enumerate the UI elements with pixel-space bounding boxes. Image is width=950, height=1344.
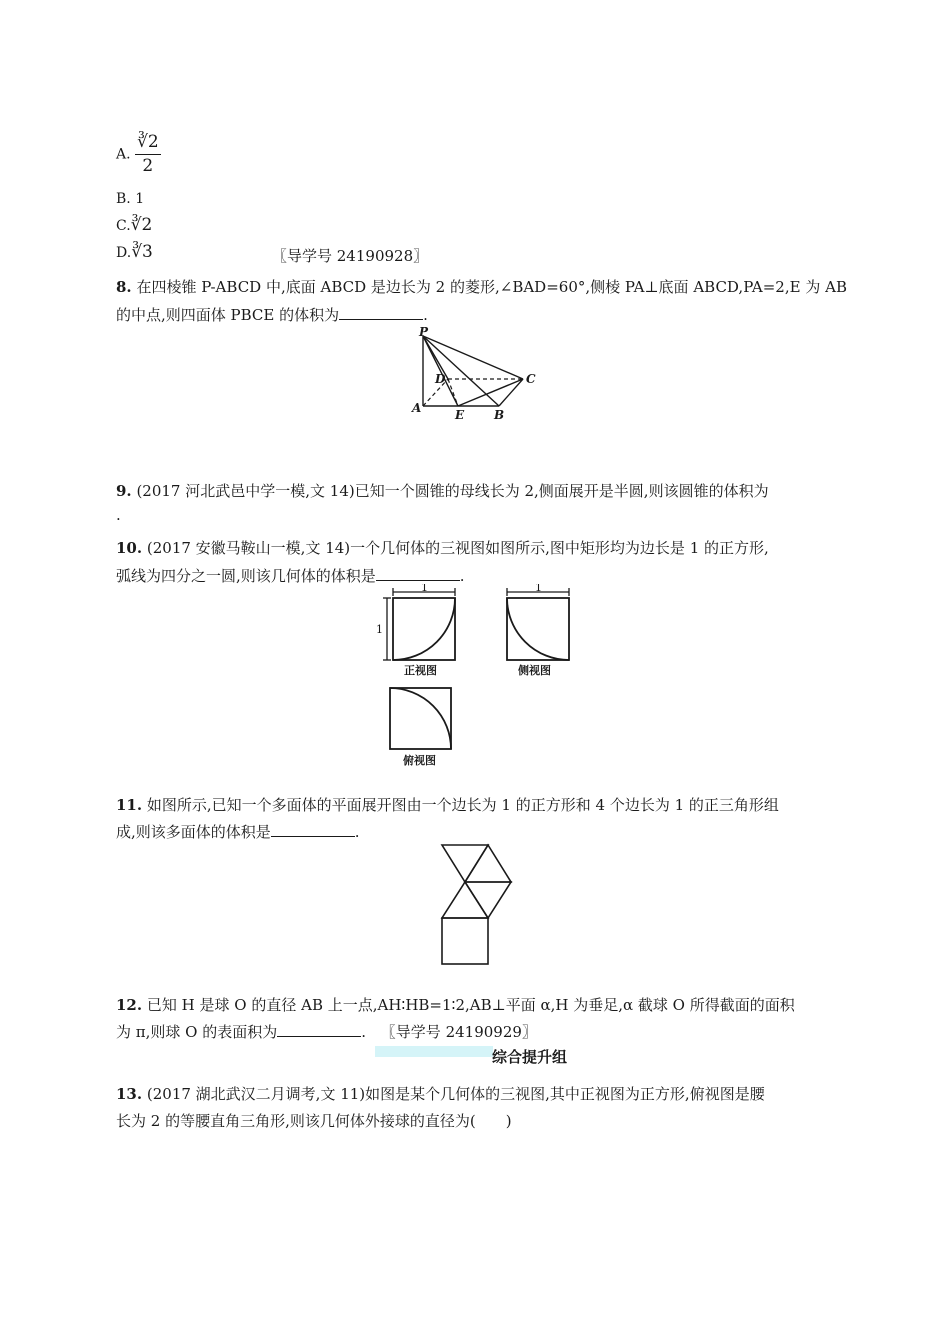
answer-blank-11[interactable] — [271, 822, 355, 837]
option-a-fraction — [135, 134, 161, 175]
option-c-label: C. — [116, 218, 131, 234]
front-width-label: 1 — [421, 584, 428, 594]
pyramid-figure — [405, 326, 545, 424]
net-triangle-3 — [465, 845, 511, 882]
net-triangle-1 — [442, 882, 488, 918]
edge-ec — [458, 379, 523, 406]
question-9-text: (2017 河北武邑中学一模,文 14)已知一个圆锥的母线长为 2,侧面展开是半圆,则该圆锥的体积为 — [136, 482, 769, 500]
option-a — [116, 134, 161, 175]
question-12-end: . — [361, 1023, 367, 1041]
net-triangle-2 — [465, 882, 511, 918]
question-11-text2: 成,则该多面体的体积是 — [116, 823, 271, 841]
front-view — [383, 588, 455, 660]
net-triangle-4 — [442, 845, 488, 882]
question-9-end: . — [116, 506, 121, 524]
section-highlight — [375, 1046, 493, 1057]
edge-pb — [423, 336, 499, 406]
vertex-b: B — [494, 408, 505, 422]
question-12-line2 — [116, 1021, 537, 1042]
option-c — [116, 215, 152, 235]
option-d — [116, 242, 153, 262]
question-12-text2: 为 π,则球 O 的表面积为 — [116, 1023, 278, 1041]
vertex-d: D — [435, 372, 446, 386]
question-11-line1 — [116, 794, 779, 815]
side-view-caption: 侧视图 — [518, 664, 551, 677]
question-10-text2: 弧线为四分之一圆,则该几何体的体积是 — [116, 567, 376, 585]
option-d-value: ∛3 — [131, 242, 153, 262]
question-12-number: 12. — [116, 996, 143, 1014]
option-a-numerator: ∛2 — [135, 134, 161, 155]
side-view — [507, 588, 569, 660]
question-12-reference: 〖导学号 24190929〗 — [380, 1023, 537, 1041]
question-13-text: (2017 湖北武汉二月调考,文 11)如图是某个几何体的三视图,其中正视图为正方形,俯视图是腰 — [146, 1085, 765, 1103]
vertex-p: P — [419, 326, 429, 339]
net-square — [442, 918, 488, 964]
question-10-number: 10. — [116, 539, 143, 557]
edge-pe — [423, 336, 458, 406]
question-10-end: . — [459, 567, 465, 585]
section-title: 综合提升组 — [492, 1048, 568, 1066]
question-8-text: 在四棱锥 P-ABCD 中,底面 ABCD 是边长为 2 的菱形,∠BAD=60°,侧棱 PA⊥底面 ABCD,PA=2,E 为 AB — [136, 278, 847, 296]
question-10-line2 — [116, 565, 465, 586]
option-b: B. 1 — [116, 191, 145, 207]
net-figure — [430, 840, 520, 968]
question-10-line1 — [116, 537, 769, 558]
option-d-reference: 〖导学号 24190928〗 — [272, 247, 429, 265]
question-10-text: (2017 安徽马鞍山一模,文 14)一个几何体的三视图如图所示,图中矩形均为边长是 1 的正方形, — [146, 539, 769, 557]
question-9-line1 — [116, 480, 769, 501]
three-view-figure — [370, 584, 590, 772]
question-9-number: 9. — [116, 482, 132, 500]
question-13-line1 — [116, 1083, 765, 1104]
front-view-caption: 正视图 — [404, 664, 437, 677]
answer-blank-10[interactable] — [376, 566, 460, 581]
question-13-number: 13. — [116, 1085, 143, 1103]
top-view — [390, 688, 451, 749]
option-d-label: D. — [116, 245, 132, 261]
question-8-line1 — [116, 276, 847, 297]
top-view-caption: 俯视图 — [403, 754, 436, 767]
hidden-edge-de — [448, 379, 458, 406]
question-13-line2: 长为 2 的等腰直角三角形,则该几何体外接球的直径为( ) — [116, 1112, 512, 1130]
question-8-end: . — [423, 306, 428, 324]
side-width-label: 1 — [535, 584, 542, 594]
vertex-c: C — [526, 372, 536, 386]
option-a-label: A. — [116, 146, 131, 163]
answer-blank-12[interactable] — [277, 1022, 361, 1037]
option-c-value: ∛2 — [130, 215, 153, 235]
edge-bc — [499, 379, 523, 406]
option-a-denominator: 2 — [142, 156, 154, 176]
question-11-line2 — [116, 821, 360, 842]
vertex-e: E — [455, 408, 465, 422]
question-11-end: . — [354, 823, 360, 841]
question-12-line1 — [116, 994, 795, 1015]
vertex-a: A — [412, 401, 422, 415]
answer-blank-8[interactable] — [339, 305, 423, 320]
question-8-line2 — [116, 304, 428, 325]
question-12-text: 已知 H 是球 O 的直径 AB 上一点,AH∶HB=1∶2,AB⊥平面 α,H 为垂足,α 截球 O 所得截面的面积 — [146, 996, 795, 1014]
front-height-label: 1 — [376, 623, 383, 636]
question-8-text2: 的中点,则四面体 PBCE 的体积为 — [116, 306, 340, 324]
question-11-text: 如图所示,已知一个多面体的平面展开图由一个边长为 1 的正方形和 4 个边长为 1 的正三角形组 — [146, 796, 779, 814]
question-8-number: 8. — [116, 278, 132, 296]
question-11-number: 11. — [116, 796, 143, 814]
